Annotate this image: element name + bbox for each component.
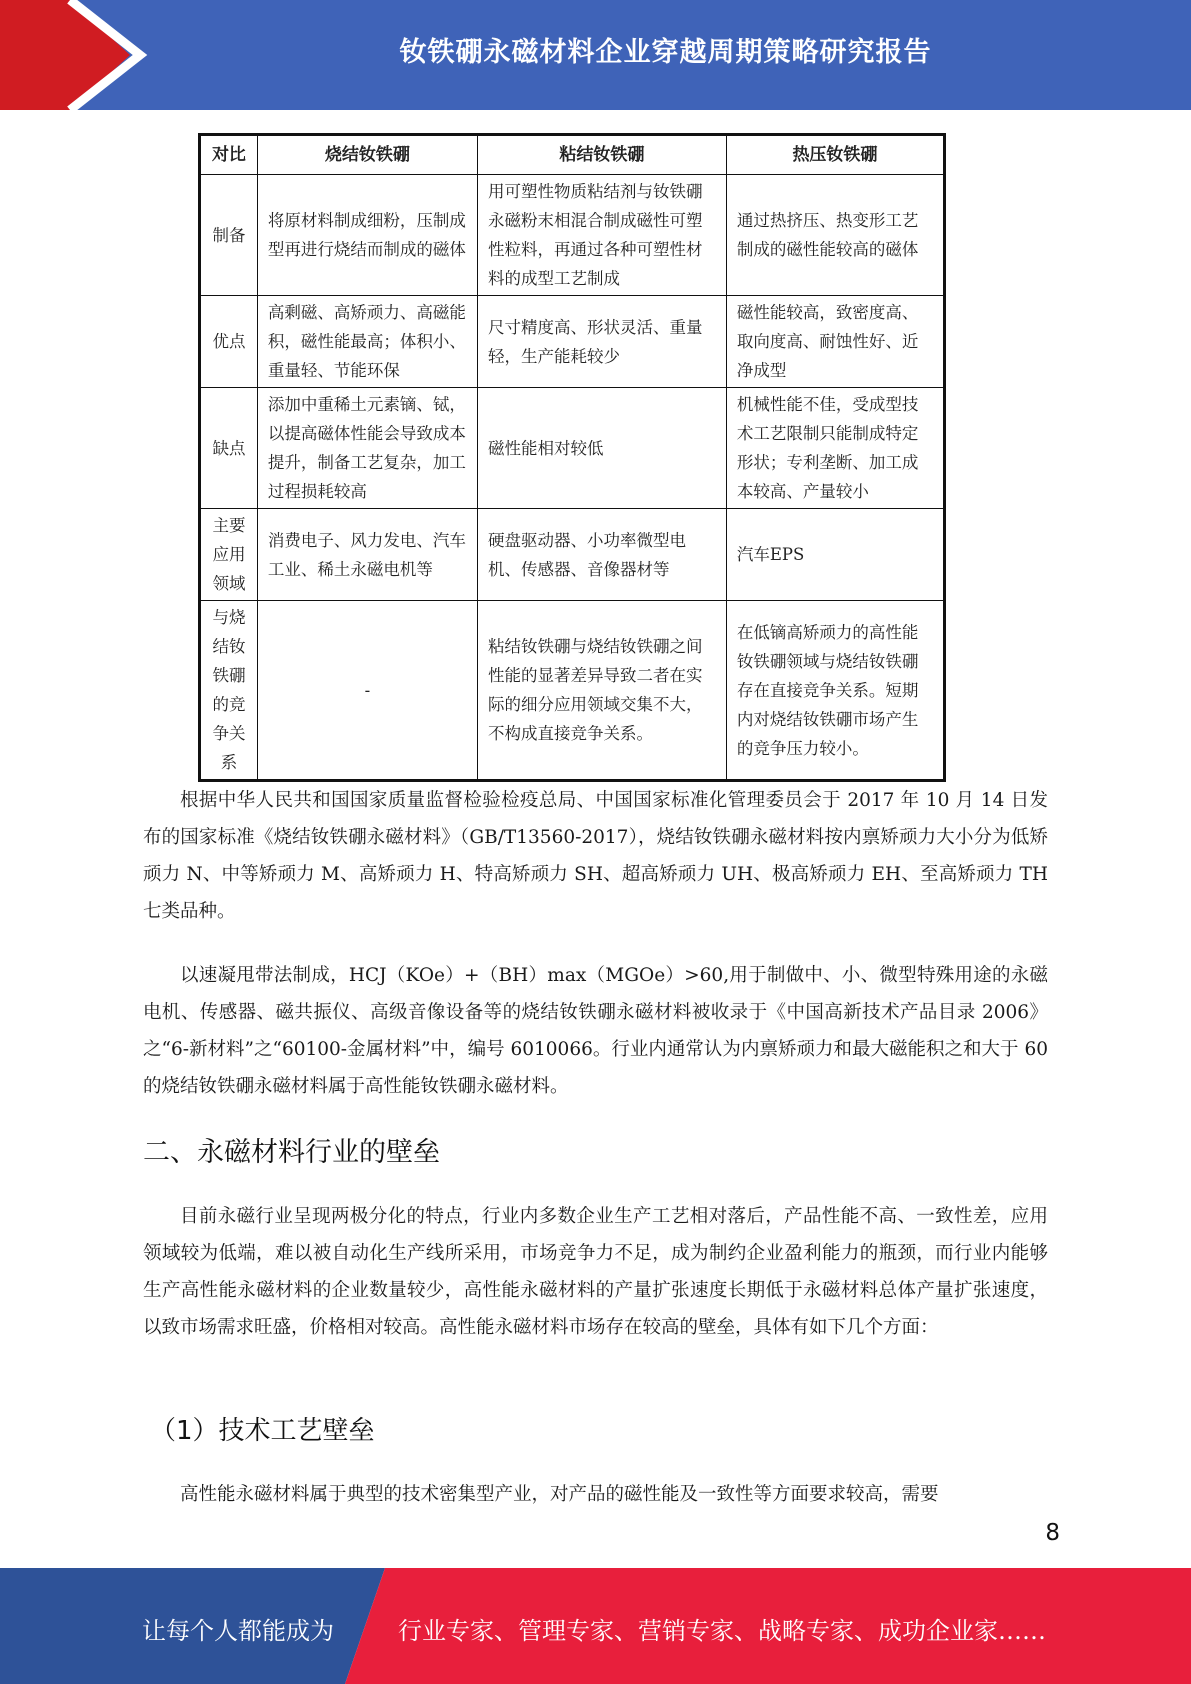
table-cell: 高剩磁、高矫顽力、高磁能积，磁性能最高；体积小、重量轻、节能环保 (257, 296, 477, 388)
subsection-heading: （1）技术工艺壁垒 (150, 1416, 375, 1446)
table-cell: 机械性能不佳，受成型技术工艺限制只能制成特定形状；专利垄断、加工成本较高、产量较小 (726, 388, 944, 509)
table-cell: 在低镝高矫顽力的高性能钕铁硼领域与烧结钕铁硼存在直接竞争关系。短期内对烧结钕铁硼市场产生的竞争压力较小。 (726, 601, 944, 781)
table-cell: 添加中重稀土元素镝、铽，以提高磁体性能会导致成本提升，制备工艺复杂，加工过程损耗较高 (257, 388, 477, 509)
paragraph (143, 957, 1048, 1105)
paragraph-text: 以速凝甩带法制成，HCJ（KOe）+（BH）max（MGOe）>60,用于制做中、小、微型特殊用途的永磁电机、传感器、磁共振仪、高级音像设备等的烧结钕铁硼永磁材料被收录于《中国高新技术产品目录 2006》之“6-新材料”之“60100-金属材料”中，编号 6010066。行业内通常认为内禀矫顽力和最大磁能积之和大于 60 的烧结钕铁硼永磁材料属于高性能钕铁硼永磁材料。 (143, 965, 1048, 1097)
table-header-cell: 对比 (200, 135, 258, 175)
paragraph (143, 1476, 1048, 1513)
footer-slogan-right: 行业专家、管理专家、营销专家、战略专家、成功企业家…… (398, 1617, 1046, 1645)
report-title: 钕铁硼永磁材料企业穿越周期策略研究报告 (399, 37, 932, 68)
paragraph-text: 高性能永磁材料属于典型的技术密集型产业，对产品的磁性能及一致性等方面要求较高，需要 (180, 1484, 939, 1505)
paragraph-text: 根据中华人民共和国国家质量监督检验检疫总局、中国国家标准化管理委员会于 2017 年 10 月 14 日发布的国家标准《烧结钕铁硼永磁材料》（GB/T13560-2017），烧结钕铁硼永磁材料按内禀矫顽力大小分为低矫顽力 N、中等矫顽力 M、高矫顽力 H、特高矫顽力 SH、超高矫顽力 UH、极高矫顽力 EH、至高矫顽力 TH 七类品种。 (143, 790, 1048, 922)
table-cell: 通过热挤压、热变形工艺制成的磁性能较高的磁体 (726, 175, 944, 296)
table-row (200, 509, 945, 601)
table-cell: 粘结钕铁硼与烧结钕铁硼之间性能的显著差异导致二者在实际的细分应用领域交集不大，不构成直接竞争关系。 (477, 601, 726, 781)
table-header-cell: 热压钕铁硼 (726, 135, 944, 175)
table-header-cell: 粘结钕铁硼 (477, 135, 726, 175)
header-band (0, 0, 1191, 110)
row-label: 优点 (200, 296, 258, 388)
row-label: 主要应用领域 (200, 509, 258, 601)
table-cell: 尺寸精度高、形状灵活、重量轻，生产能耗较少 (477, 296, 726, 388)
row-label: 缺点 (200, 388, 258, 509)
table-cell: 消费电子、风力发电、汽车工业、稀土永磁电机等 (257, 509, 477, 601)
footer-band (0, 1568, 1191, 1684)
table-cell: - (257, 601, 477, 781)
table-cell: 磁性能相对较低 (477, 388, 726, 509)
table-cell: 用可塑性物质粘结剂与钕铁硼永磁粉末相混合制成磁性可塑性粒料，再通过各种可塑性材料的成型工艺制成 (477, 175, 726, 296)
row-label: 制备 (200, 175, 258, 296)
paragraph (143, 1198, 1048, 1346)
row-label: 与烧结钕铁硼的竞争关系 (200, 601, 258, 781)
table-header-row (200, 135, 945, 175)
table-row (200, 296, 945, 388)
table-cell: 磁性能较高，致密度高、取向度高、耐蚀性好、近净成型 (726, 296, 944, 388)
paragraph-text: 目前永磁行业呈现两极分化的特点，行业内多数企业生产工艺相对落后，产品性能不高、一致性差，应用领域较为低端，难以被自动化生产线所采用，市场竞争力不足，成为制约企业盈利能力的瓶颈，而行业内能够生产高性能永磁材料的企业数量较少，高性能永磁材料的产量扩张速度长期低于永磁材料总体产量扩张速度，以致市场需求旺盛，价格相对较高。高性能永磁材料市场存在较高的壁垒，具体有如下几个方面： (143, 1206, 1048, 1338)
section-heading: 二、永磁材料行业的壁垒 (143, 1137, 440, 1168)
table-row (200, 601, 945, 781)
paragraph (143, 782, 1048, 930)
table-row (200, 175, 945, 296)
comparison-table (198, 133, 946, 782)
table-row (200, 388, 945, 509)
table-cell: 汽车EPS (726, 509, 944, 601)
table-cell: 硬盘驱动器、小功率微型电机、传感器、音像器材等 (477, 509, 726, 601)
page-number: 8 (1045, 1520, 1060, 1546)
table-cell: 将原材料制成细粉，压制成型再进行烧结而制成的磁体 (257, 175, 477, 296)
footer-slogan-left: 让每个人都能成为 (142, 1617, 334, 1645)
table-header-cell: 烧结钕铁硼 (257, 135, 477, 175)
